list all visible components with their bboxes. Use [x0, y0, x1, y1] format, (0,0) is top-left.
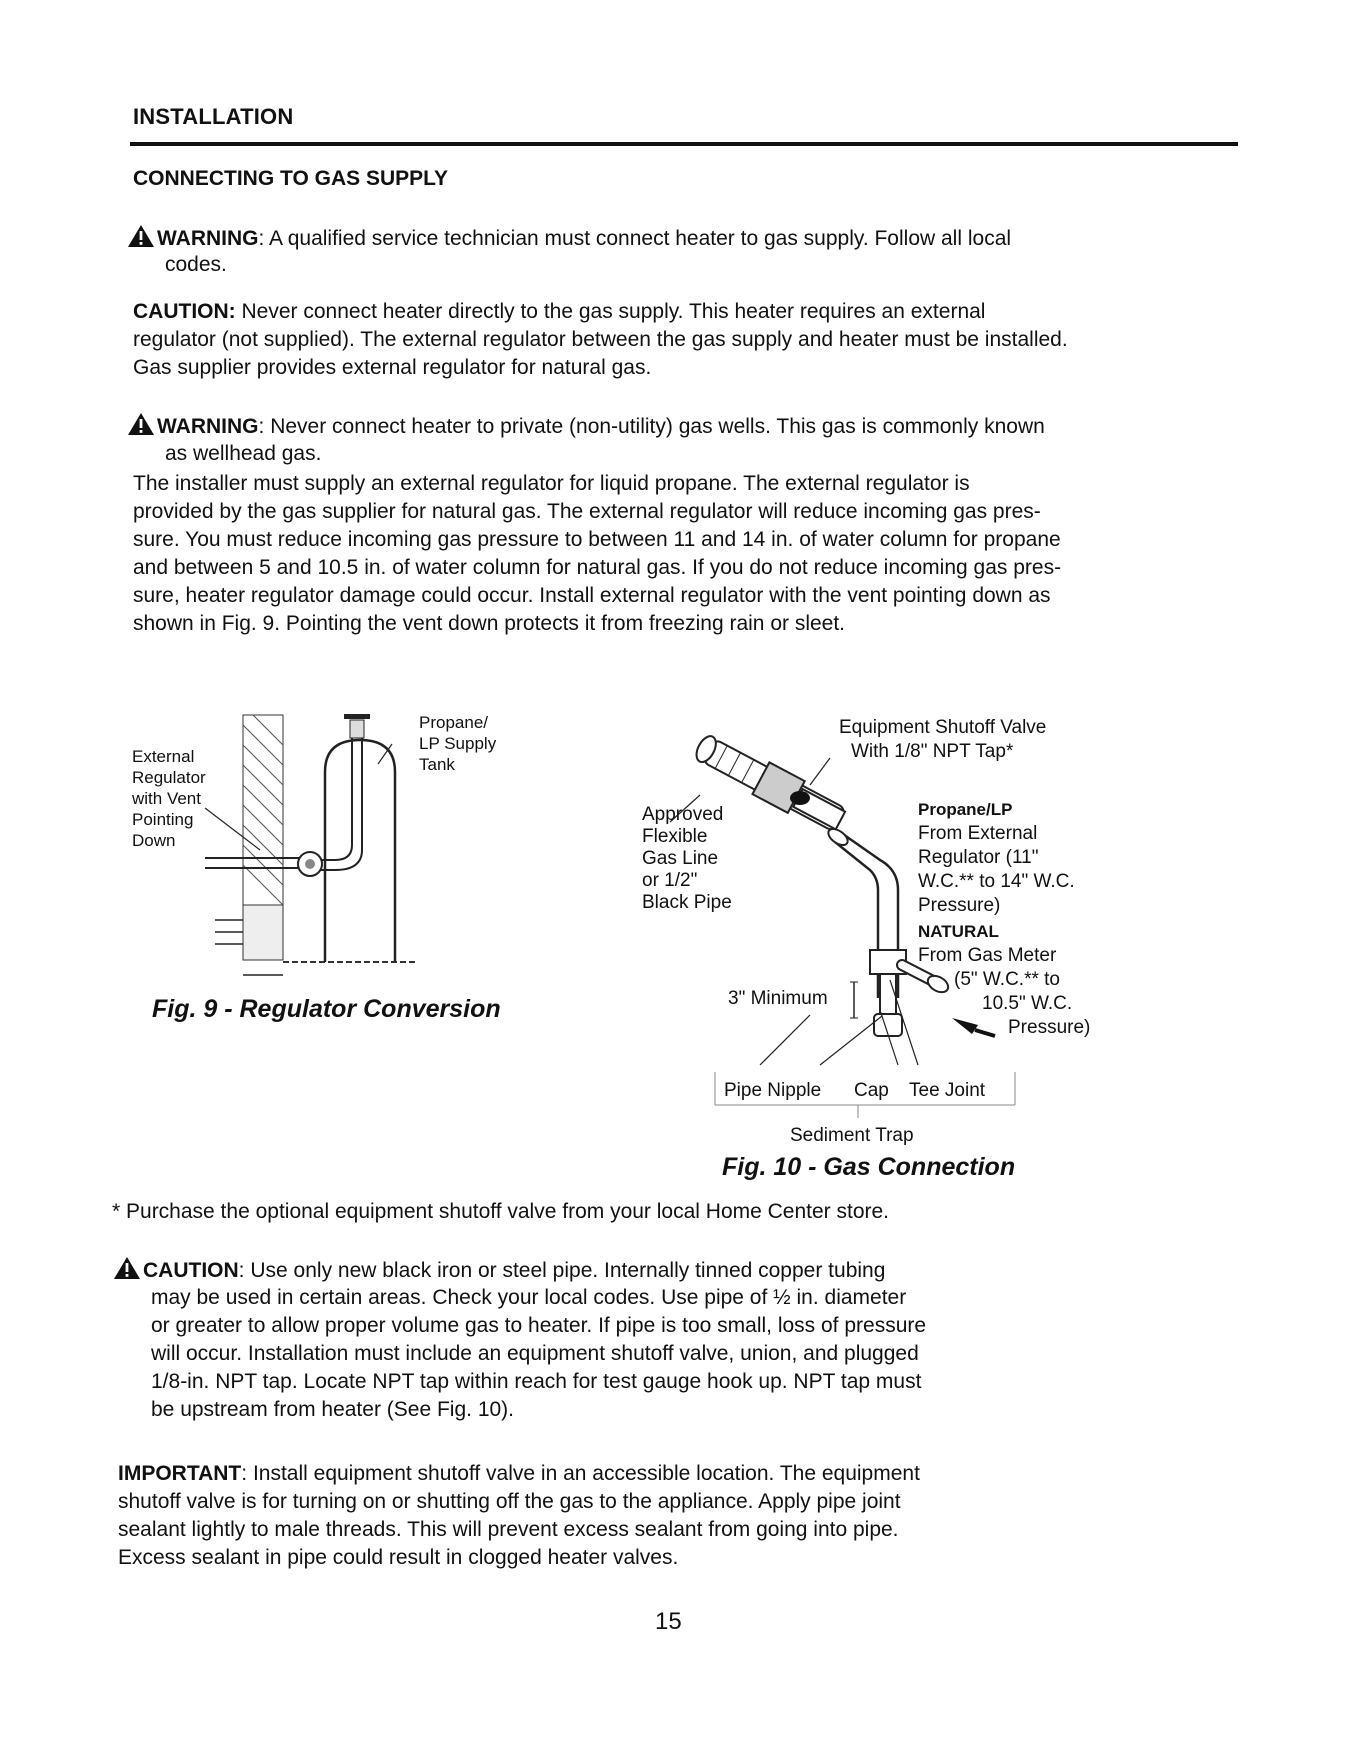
fig9-tank-label: Propane/ LP Supply Tank	[419, 713, 497, 774]
warning-2-cont: as wellhead gas.	[165, 442, 322, 465]
fig10-pipe-nipple-label: Pipe Nipple	[724, 1080, 822, 1101]
fig10-gasline-label: Approved Flexible Gas Line or 1/2" Black Pipe	[642, 804, 732, 913]
warning-1: WARNING: A qualified service technician must connect heater to gas supply. Follow all local	[127, 224, 1011, 253]
fig10-sediment-trap-label: Sediment Trap	[790, 1125, 914, 1146]
important-body: shutoff valve is for turning on or shutting off the gas to the appliance. Apply pipe joint sealant lightly to male threads. This will prevent excess sealant from going into pipe. Excess sealant in pipe could result in clogged heater valves.	[118, 1490, 901, 1569]
fig10-tee-joint-label: Tee Joint	[909, 1080, 986, 1101]
fig10-minimum-label: 3" Minimum	[728, 988, 828, 1009]
warning-1-cont: codes.	[165, 253, 227, 276]
installer-paragraph: The installer must supply an external regulator for liquid propane. The external regulator is provided by the gas supplier for natural gas. The external regulator will reduce incoming gas pres- sure. You must reduce incoming gas pressure to between 11 and 14 in. of water column for propane and between 5 and 10.5 in. of water column for natural gas. If you do not reduce incoming gas pres- sure, heater regulator damage could occur. Install external regulator with the vent pointing down as shown in Fig. 9. Pointing the vent down protects it from freezing rain or sleet.	[133, 472, 1062, 635]
fig10-cap-label: Cap	[854, 1080, 889, 1101]
fig10-caption: Fig. 10 - Gas Connection	[722, 1153, 1016, 1181]
warning-icon	[113, 1256, 141, 1280]
section-title: INSTALLATION	[133, 104, 294, 129]
page-number: 15	[655, 1608, 682, 1635]
header-rule	[130, 142, 1238, 146]
warning-2: WARNING: Never connect heater to private (non-utility) gas wells. This gas is commonly known	[127, 412, 1045, 441]
subsection-title: CONNECTING TO GAS SUPPLY	[133, 167, 449, 190]
caution-2-body: may be used in certain areas. Check your local codes. Use pipe of ½ in. diameter or greater to allow proper volume gas to heater. If pipe is too small, loss of pressure will occur. Installation must include an equipment shutoff valve, union, and plugged 1/8-in. NPT tap. Locate NPT tap within reach for test gauge hook up. NPT tap must be upstream from heater (See Fig. 10).	[151, 1286, 927, 1421]
fig10-valve-label: Equipment Shutoff Valve With 1/8" NPT Tap*	[839, 717, 1047, 762]
warning-icon	[127, 412, 155, 436]
fig9-regulator-label: External Regulator with Vent Pointing Down	[132, 747, 206, 850]
fig10-propane-label: Propane/LP From External Regulator (11" W.C.** to 14" W.C. Pressure) NATURAL From Gas Meter (5" W.C.** to 10.5" W.C. Pressure)	[918, 800, 1091, 1038]
warning-icon	[127, 224, 155, 248]
caution-1-line3: Gas supplier provides external regulator for natural gas.	[133, 356, 652, 379]
footnote: * Purchase the optional equipment shutoff valve from your local Home Center store.	[112, 1200, 890, 1223]
important-line1: IMPORTANT: Install equipment shutoff valve in an accessible location. The equipment	[118, 1462, 920, 1485]
fig9-caption: Fig. 9 - Regulator Conversion	[152, 995, 501, 1023]
caution-1-line1: CAUTION: Never connect heater directly to the gas supply. This heater requires an external	[133, 300, 986, 323]
caution-2: CAUTION: Use only new black iron or steel pipe. Internally tinned copper tubing	[113, 1256, 885, 1285]
caution-1-line2: regulator (not supplied). The external regulator between the gas supply and heater must be installed.	[133, 328, 1068, 351]
